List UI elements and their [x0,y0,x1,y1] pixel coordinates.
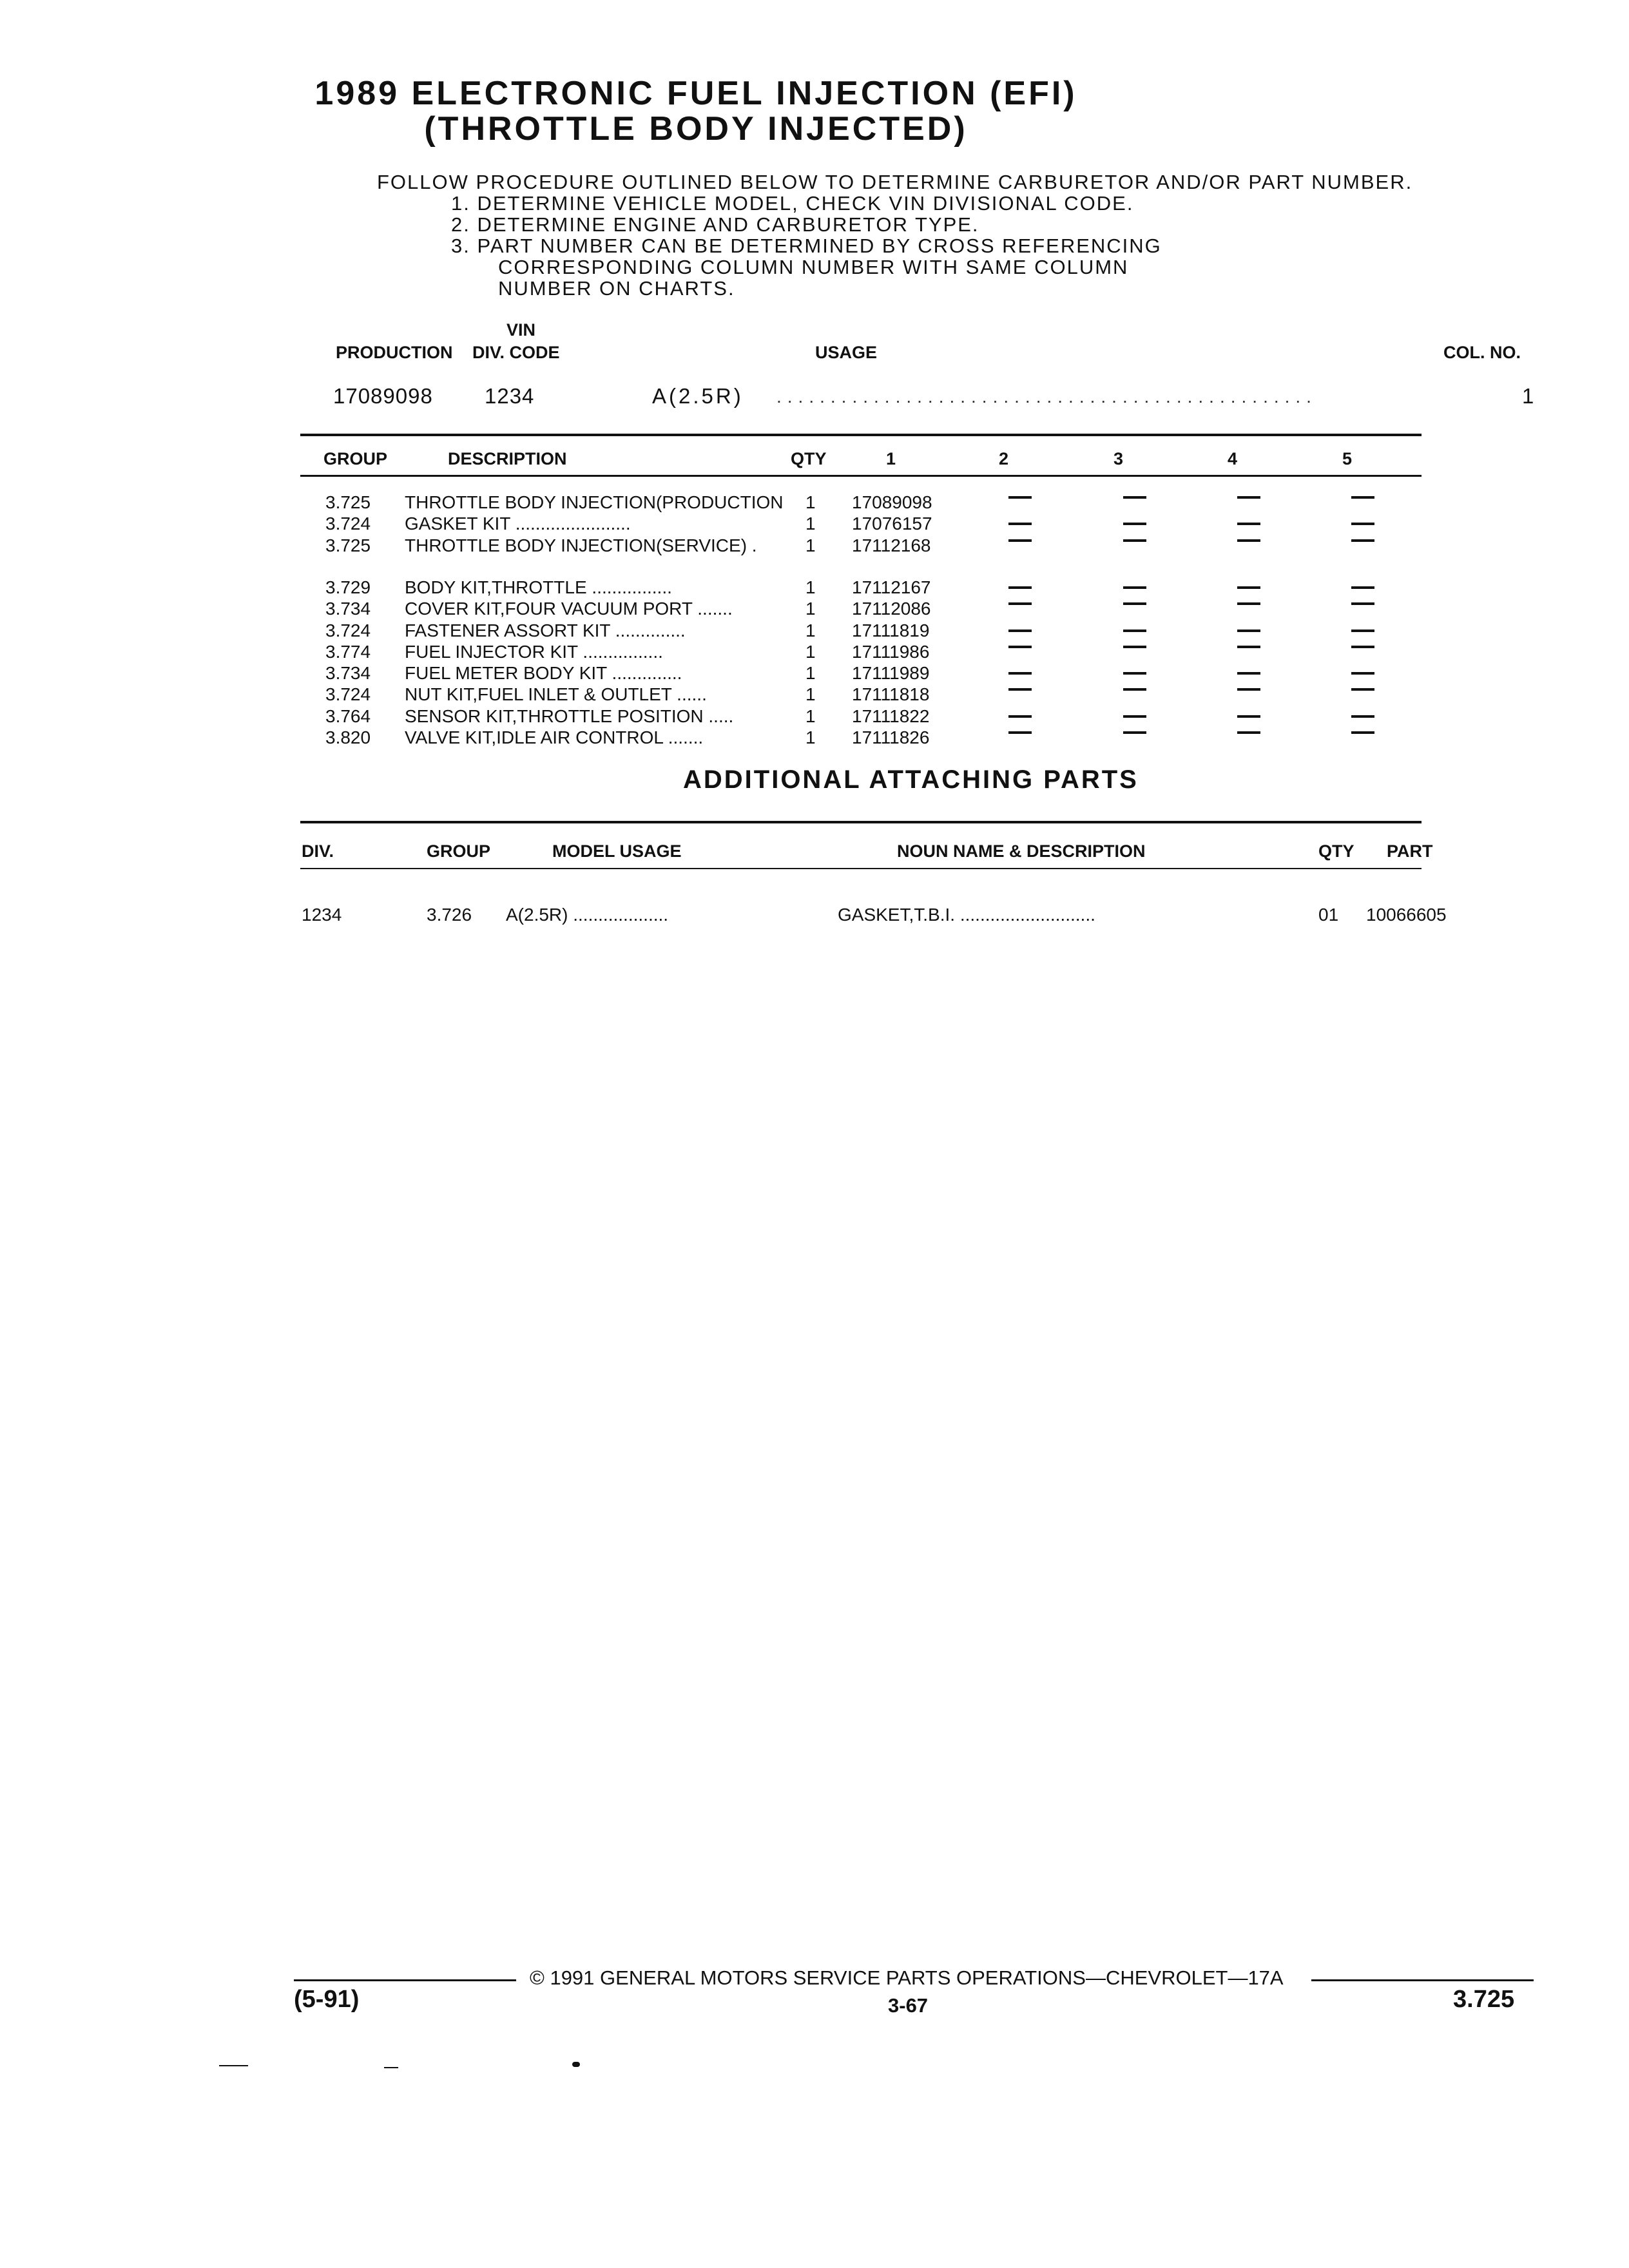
footer-copyright: © 1991 GENERAL MOTORS SERVICE PARTS OPERATIONS—CHEVROLET—17A [530,1966,1284,1989]
row-part-number: 17112167 [852,577,931,597]
empty-column-dash [1351,602,1374,605]
row-description: FUEL METER BODY KIT .............. [405,663,682,684]
empty-column-dash [1237,731,1260,734]
row-description: GASKET KIT ....................... [405,514,631,534]
row-description: FASTENER ASSORT KIT .............. [405,620,686,640]
header-col-4: 4 [1228,449,1238,468]
instruction-step: NUMBER ON CHARTS. [498,277,735,300]
additional-top-rule [300,821,1422,823]
production-number: 17089098 [333,384,433,408]
row-qty: 1 [805,706,816,726]
row-qty: 1 [805,663,816,684]
row-qty: 1 [805,684,816,705]
row-qty: 1 [805,641,816,662]
row-description: VALVE KIT,IDLE AIR CONTROL ....... [405,727,704,747]
row-group: 3.725 [325,535,371,555]
row-description: THROTTLE BODY INJECTION(SERVICE) . [405,535,757,555]
page-title: 1989 ELECTRONIC FUEL INJECTION (EFI) [314,75,1077,112]
instruction-step: 1. DETERMINE VEHICLE MODEL, CHECK VIN DIVISIONAL CODE. [451,192,1134,215]
row-part-number: 17112086 [852,599,931,619]
additional-model-usage: A(2.5R) ................... [506,905,669,925]
row-part-number: 17112168 [852,535,931,555]
empty-column-dash [1008,715,1032,718]
empty-column-dash [1237,646,1260,648]
row-group: 3.724 [325,684,371,705]
footer-page-number: 3-67 [888,1994,929,2017]
production-div-code: 1234 [485,384,535,408]
scan-mark [572,2062,580,2067]
footer-rule-right [1311,1979,1534,1981]
row-qty: 1 [805,727,816,747]
empty-column-dash [1351,586,1374,589]
header-div: DIV. [302,841,334,861]
row-part-number: 17111818 [852,684,930,705]
row-description: SENSOR KIT,THROTTLE POSITION ..... [405,706,734,726]
row-part-number: 17089098 [852,492,932,512]
instruction-step: CORRESPONDING COLUMN NUMBER WITH SAME COLUMN [498,256,1129,278]
empty-column-dash [1237,672,1260,675]
header-production: PRODUCTION [336,343,453,362]
production-usage: A(2.5R) [652,384,744,408]
row-group: 3.734 [325,663,371,684]
row-qty: 1 [805,577,816,597]
header-group: GROUP [323,449,388,468]
table-top-rule [300,434,1422,436]
row-group: 3.820 [325,727,371,747]
header-col-no: COL. NO. [1443,343,1521,362]
header-add-qty: QTY [1318,841,1354,861]
header-noun: NOUN NAME & DESCRIPTION [897,841,1146,861]
additional-div: 1234 [302,905,342,925]
instruction-step: 2. DETERMINE ENGINE AND CARBURETOR TYPE. [451,213,979,236]
instructions-intro: FOLLOW PROCEDURE OUTLINED BELOW TO DETERMINE CARBURETOR AND/OR PART NUMBER. [377,171,1413,193]
row-group: 3.734 [325,599,371,619]
instruction-step: 3. PART NUMBER CAN BE DETERMINED BY CROSS REFERENCING [451,235,1162,257]
production-col-no: 1 [1522,384,1535,408]
footer-date: (5-91) [294,1986,360,2013]
empty-column-dash [1351,672,1374,675]
empty-column-dash [1351,715,1374,718]
row-group: 3.729 [325,577,371,597]
empty-column-dash [1351,688,1374,691]
empty-column-dash [1237,539,1260,542]
row-part-number: 17111826 [852,727,930,747]
row-qty: 1 [805,535,816,555]
header-div-code: DIV. CODE [472,343,560,362]
footer-section-number: 3.725 [1453,1986,1515,2013]
empty-column-dash [1008,629,1032,632]
row-group: 3.774 [325,641,371,662]
leader-dots: .................................................. [776,387,1317,407]
row-description: BODY KIT,THROTTLE ................ [405,577,672,597]
empty-column-dash [1123,731,1146,734]
empty-column-dash [1237,715,1260,718]
empty-column-dash [1123,496,1146,499]
empty-column-dash [1351,523,1374,525]
header-col-3: 3 [1113,449,1124,468]
row-part-number: 17111819 [852,620,930,640]
row-qty: 1 [805,599,816,619]
empty-column-dash [1237,496,1260,499]
header-part: PART [1387,841,1433,861]
row-group: 3.725 [325,492,371,512]
empty-column-dash [1123,523,1146,525]
row-qty: 1 [805,514,816,534]
header-add-group: GROUP [427,841,491,861]
empty-column-dash [1008,602,1032,605]
empty-column-dash [1351,496,1374,499]
row-qty: 1 [805,492,816,512]
additional-part: 10066605 [1366,905,1447,925]
row-part-number: 17076157 [852,514,932,534]
empty-column-dash [1008,646,1032,648]
empty-column-dash [1123,646,1146,648]
empty-column-dash [1237,688,1260,691]
empty-column-dash [1008,539,1032,542]
empty-column-dash [1237,602,1260,605]
empty-column-dash [1123,672,1146,675]
empty-column-dash [1008,523,1032,525]
empty-column-dash [1123,688,1146,691]
empty-column-dash [1351,629,1374,632]
empty-column-dash [1237,523,1260,525]
header-col-1: 1 [886,449,896,468]
additional-qty: 01 [1318,905,1339,925]
row-part-number: 17111822 [852,706,930,726]
row-description: THROTTLE BODY INJECTION(PRODUCTION [405,492,784,512]
row-qty: 1 [805,620,816,640]
empty-column-dash [1351,731,1374,734]
row-group: 3.724 [325,514,371,534]
row-description: FUEL INJECTOR KIT ................ [405,641,663,662]
additional-heading: ADDITIONAL ATTACHING PARTS [683,765,1139,794]
empty-column-dash [1237,629,1260,632]
header-description: DESCRIPTION [448,449,567,468]
empty-column-dash [1123,586,1146,589]
empty-column-dash [1008,731,1032,734]
empty-column-dash [1351,539,1374,542]
additional-group: 3.726 [427,905,472,925]
empty-column-dash [1008,496,1032,499]
empty-column-dash [1123,629,1146,632]
scan-mark [219,2065,248,2066]
footer-rule-left [294,1979,516,1981]
empty-column-dash [1123,715,1146,718]
page-subtitle: (THROTTLE BODY INJECTED) [424,110,968,148]
empty-column-dash [1351,646,1374,648]
scan-mark [384,2067,398,2068]
empty-column-dash [1123,539,1146,542]
header-model-usage: MODEL USAGE [552,841,682,861]
empty-column-dash [1008,586,1032,589]
empty-column-dash [1237,586,1260,589]
row-description: NUT KIT,FUEL INLET & OUTLET ...... [405,684,707,705]
empty-column-dash [1123,602,1146,605]
header-qty: QTY [791,449,827,468]
row-description: COVER KIT,FOUR VACUUM PORT ....... [405,599,733,619]
header-usage: USAGE [815,343,878,362]
empty-column-dash [1008,672,1032,675]
header-col-2: 2 [999,449,1009,468]
row-part-number: 17111986 [852,641,930,662]
row-group: 3.764 [325,706,371,726]
header-vin: VIN [506,320,536,340]
header-col-5: 5 [1342,449,1353,468]
row-group: 3.724 [325,620,371,640]
row-part-number: 17111989 [852,663,930,684]
additional-header-rule [300,868,1422,869]
table-header-rule [300,475,1422,477]
additional-noun: GASKET,T.B.I. ........................... [838,905,1095,925]
empty-column-dash [1008,688,1032,691]
